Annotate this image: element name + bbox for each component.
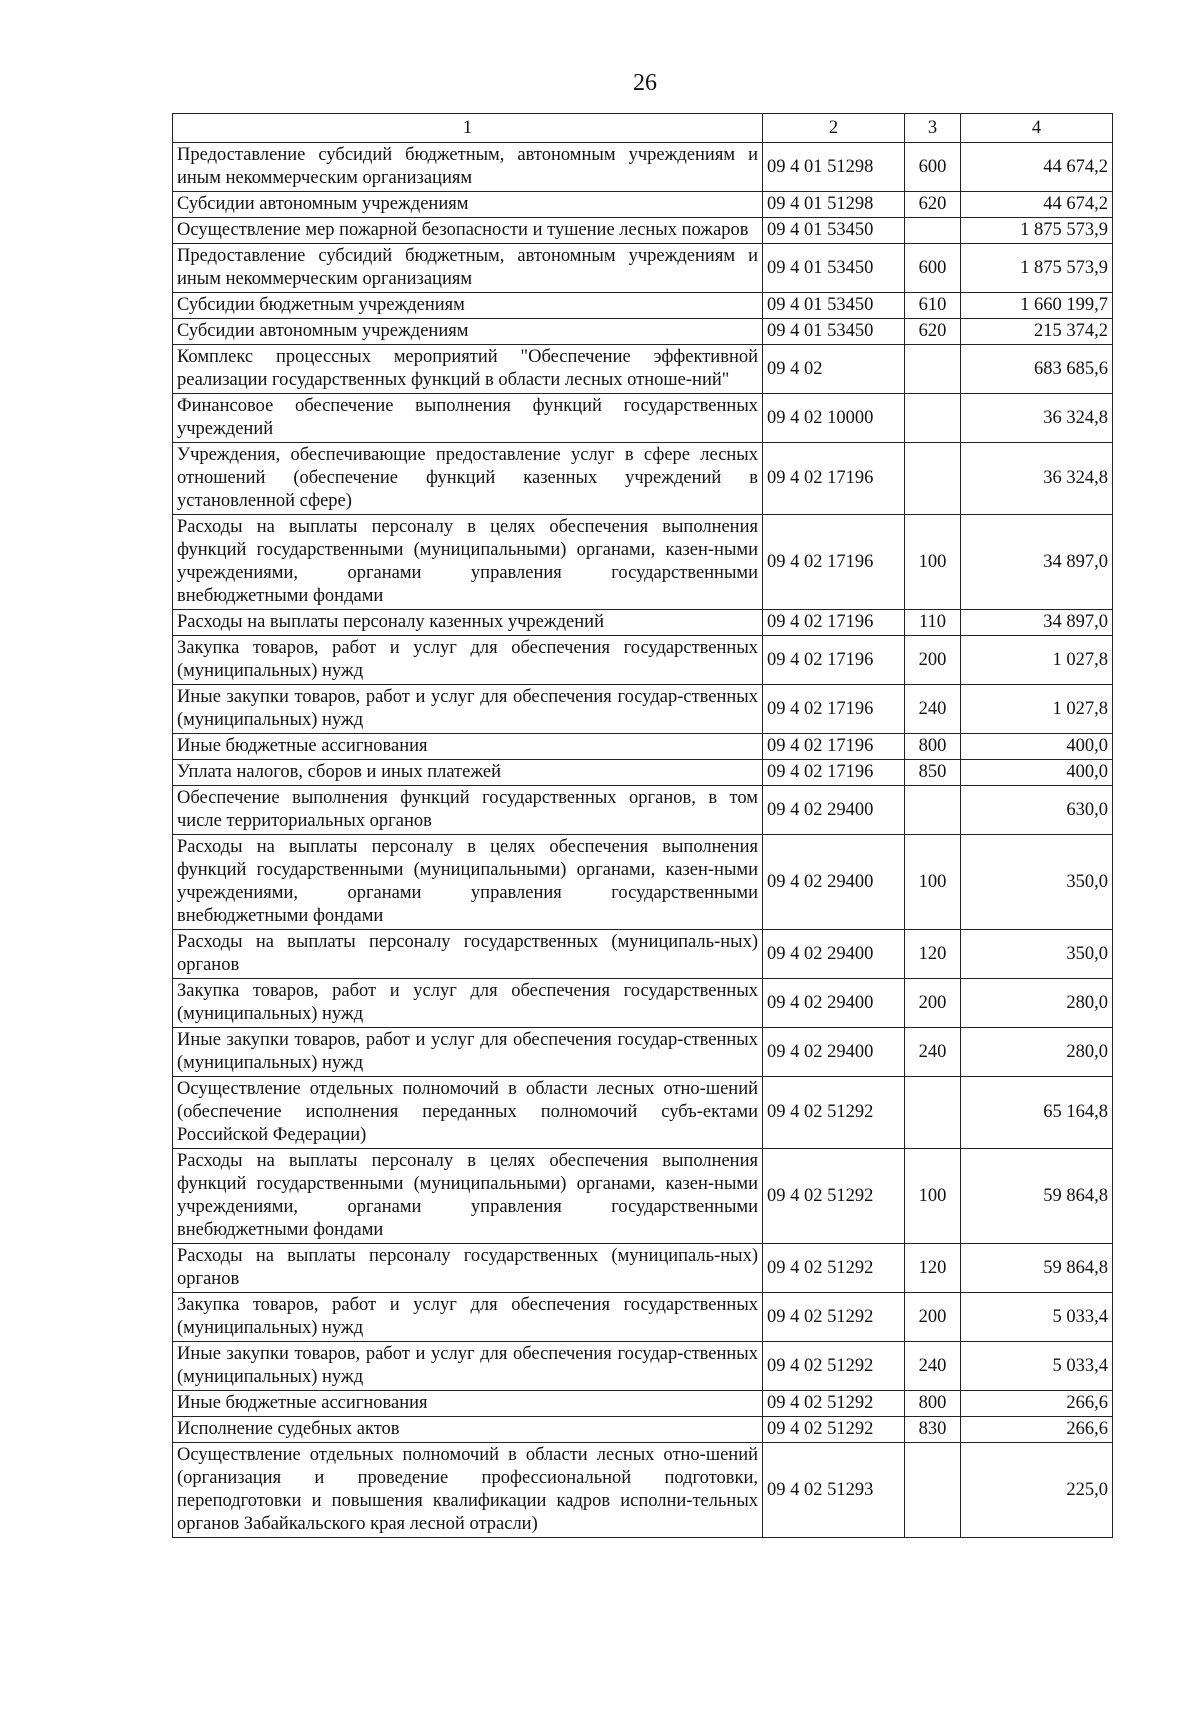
- cell-code: 09 4 02 51292: [763, 1293, 905, 1342]
- cell-type: 600: [905, 143, 961, 192]
- cell-code: 09 4 02 17196: [763, 610, 905, 636]
- table-row: [173, 1077, 1113, 1149]
- cell-type: 610: [905, 293, 961, 319]
- table-row: [173, 1149, 1113, 1244]
- cell-name: Предоставление субсидий бюджетным, автономным учреждениям и иным некоммерческим организациям: [173, 143, 763, 192]
- cell-amount: 350,0: [961, 930, 1113, 979]
- cell-code: 09 4 02 17196: [763, 636, 905, 685]
- table-row: [173, 930, 1113, 979]
- table-row: [173, 786, 1113, 835]
- cell-type: 120: [905, 1244, 961, 1293]
- cell-name: Иные бюджетные ассигнования: [173, 1391, 763, 1417]
- cell-code: 09 4 02 51292: [763, 1244, 905, 1293]
- cell-code: 09 4 01 53450: [763, 244, 905, 293]
- cell-amount: 59 864,8: [961, 1244, 1113, 1293]
- cell-code: 09 4 02 29400: [763, 930, 905, 979]
- cell-amount: 225,0: [961, 1443, 1113, 1538]
- cell-amount: 1 875 573,9: [961, 244, 1113, 293]
- table-row: [173, 835, 1113, 930]
- table-row: [173, 610, 1113, 636]
- table-row: [173, 1342, 1113, 1391]
- table-row: [173, 143, 1113, 192]
- cell-name: Учреждения, обеспечивающие предоставление услуг в сфере лесных отношений (обеспечение функций казенных учреждений в установленной сфере): [173, 443, 763, 515]
- cell-code: 09 4 02 51292: [763, 1077, 905, 1149]
- cell-amount: 44 674,2: [961, 192, 1113, 218]
- cell-amount: 34 897,0: [961, 610, 1113, 636]
- table-row: [173, 734, 1113, 760]
- cell-name: Предоставление субсидий бюджетным, автономным учреждениям и иным некоммерческим организациям: [173, 244, 763, 293]
- table-row: [173, 293, 1113, 319]
- cell-type: 240: [905, 1028, 961, 1077]
- cell-amount: 266,6: [961, 1391, 1113, 1417]
- cell-type: 830: [905, 1417, 961, 1443]
- cell-type: 100: [905, 1149, 961, 1244]
- table-row: [173, 192, 1113, 218]
- cell-name: Расходы на выплаты персоналу в целях обеспечения выполнения функций государственными (муниципальными) органами, казен-ными учреждениями, органами управления государственными внебюджетными фондами: [173, 1149, 763, 1244]
- table-row: [173, 1244, 1113, 1293]
- cell-amount: 34 897,0: [961, 515, 1113, 610]
- cell-amount: 44 674,2: [961, 143, 1113, 192]
- table-row: [173, 244, 1113, 293]
- cell-amount: 350,0: [961, 835, 1113, 930]
- cell-name: Исполнение судебных актов: [173, 1417, 763, 1443]
- table-row: [173, 1391, 1113, 1417]
- table-row: [173, 218, 1113, 244]
- table-row: [173, 760, 1113, 786]
- table-row: [173, 319, 1113, 345]
- cell-name: Осуществление мер пожарной безопасности и тушение лесных пожаров: [173, 218, 763, 244]
- cell-name: Осуществление отдельных полномочий в области лесных отно-шений (организация и проведение профессиональной подготовки, переподготовки и повышения квалификации кадров исполни-тельных органов Забайкальского края лесной отрасли): [173, 1443, 763, 1538]
- cell-code: 09 4 01 53450: [763, 218, 905, 244]
- cell-name: Закупка товаров, работ и услуг для обеспечения государственных (муниципальных) нужд: [173, 979, 763, 1028]
- cell-name: Иные закупки товаров, работ и услуг для обеспечения государ-ственных (муниципальных) нужд: [173, 1342, 763, 1391]
- cell-name: Расходы на выплаты персоналу в целях обеспечения выполнения функций государственными (муниципальными) органами, казен-ными учреждениями, органами управления государственными внебюджетными фондами: [173, 835, 763, 930]
- cell-amount: 1 027,8: [961, 636, 1113, 685]
- cell-name: Осуществление отдельных полномочий в области лесных отно-шений (обеспечение исполнения переданных полномочий субъ-ектами Российской Федерации): [173, 1077, 763, 1149]
- cell-code: 09 4 01 51298: [763, 192, 905, 218]
- header-cell-type: 3: [905, 114, 961, 143]
- cell-type: 200: [905, 1293, 961, 1342]
- cell-type: [905, 1443, 961, 1538]
- page-number: 26: [633, 70, 657, 96]
- cell-amount: 36 324,8: [961, 443, 1113, 515]
- cell-amount: 683 685,6: [961, 345, 1113, 394]
- cell-name: Обеспечение выполнения функций государственных органов, в том числе территориальных органов: [173, 786, 763, 835]
- cell-code: 09 4 02 29400: [763, 1028, 905, 1077]
- cell-name: Иные бюджетные ассигнования: [173, 734, 763, 760]
- cell-amount: 1 660 199,7: [961, 293, 1113, 319]
- header-cell-code: 2: [763, 114, 905, 143]
- table-row: [173, 1417, 1113, 1443]
- cell-amount: 5 033,4: [961, 1293, 1113, 1342]
- cell-code: 09 4 02 17196: [763, 443, 905, 515]
- cell-type: 240: [905, 1342, 961, 1391]
- cell-type: 100: [905, 515, 961, 610]
- cell-amount: 59 864,8: [961, 1149, 1113, 1244]
- cell-code: 09 4 01 51298: [763, 143, 905, 192]
- table-row: [173, 636, 1113, 685]
- cell-amount: 280,0: [961, 979, 1113, 1028]
- table-row: [173, 1028, 1113, 1077]
- budget-table: [172, 113, 1113, 1538]
- table-row: [173, 685, 1113, 734]
- cell-type: 120: [905, 930, 961, 979]
- cell-code: 09 4 02 17196: [763, 760, 905, 786]
- cell-amount: 215 374,2: [961, 319, 1113, 345]
- cell-type: 110: [905, 610, 961, 636]
- table-row: [173, 979, 1113, 1028]
- cell-amount: 280,0: [961, 1028, 1113, 1077]
- cell-code: 09 4 01 53450: [763, 293, 905, 319]
- cell-type: [905, 345, 961, 394]
- cell-amount: 400,0: [961, 734, 1113, 760]
- cell-name: Расходы на выплаты персоналу государственных (муниципаль-ных) органов: [173, 1244, 763, 1293]
- cell-type: [905, 1077, 961, 1149]
- cell-name: Расходы на выплаты персоналу в целях обеспечения выполнения функций государственными (муниципальными) органами, казен-ными учреждениями, органами управления государственными внебюджетными фондами: [173, 515, 763, 610]
- cell-type: [905, 786, 961, 835]
- cell-type: 800: [905, 1391, 961, 1417]
- cell-amount: 65 164,8: [961, 1077, 1113, 1149]
- cell-code: 09 4 02 17196: [763, 515, 905, 610]
- table-row: [173, 515, 1113, 610]
- cell-type: 240: [905, 685, 961, 734]
- cell-code: 09 4 02 51292: [763, 1391, 905, 1417]
- table-row: [173, 345, 1113, 394]
- cell-code: 09 4 02 51293: [763, 1443, 905, 1538]
- table-row: [173, 394, 1113, 443]
- cell-name: Уплата налогов, сборов и иных платежей: [173, 760, 763, 786]
- cell-amount: 1 027,8: [961, 685, 1113, 734]
- cell-code: 09 4 02 51292: [763, 1417, 905, 1443]
- cell-name: Закупка товаров, работ и услуг для обеспечения государственных (муниципальных) нужд: [173, 636, 763, 685]
- cell-amount: 630,0: [961, 786, 1113, 835]
- cell-name: Расходы на выплаты персоналу государственных (муниципаль-ных) органов: [173, 930, 763, 979]
- cell-name: Субсидии бюджетным учреждениям: [173, 293, 763, 319]
- cell-amount: 1 875 573,9: [961, 218, 1113, 244]
- cell-name: Финансовое обеспечение выполнения функций государственных учреждений: [173, 394, 763, 443]
- cell-code: 09 4 02 29400: [763, 835, 905, 930]
- cell-code: 09 4 02 17196: [763, 734, 905, 760]
- cell-code: 09 4 02: [763, 345, 905, 394]
- cell-name: Субсидии автономным учреждениям: [173, 192, 763, 218]
- cell-type: 200: [905, 636, 961, 685]
- cell-name: Иные закупки товаров, работ и услуг для обеспечения государ-ственных (муниципальных) нужд: [173, 685, 763, 734]
- cell-name: Расходы на выплаты персоналу казенных учреждений: [173, 610, 763, 636]
- cell-code: 09 4 02 29400: [763, 979, 905, 1028]
- cell-name: Иные закупки товаров, работ и услуг для обеспечения государ-ственных (муниципальных) нужд: [173, 1028, 763, 1077]
- cell-amount: 5 033,4: [961, 1342, 1113, 1391]
- cell-name: Субсидии автономным учреждениям: [173, 319, 763, 345]
- cell-name: Закупка товаров, работ и услуг для обеспечения государственных (муниципальных) нужд: [173, 1293, 763, 1342]
- cell-type: [905, 394, 961, 443]
- table-row: [173, 1293, 1113, 1342]
- cell-code: 09 4 02 29400: [763, 786, 905, 835]
- header-cell-amount: 4: [961, 114, 1113, 143]
- cell-type: [905, 443, 961, 515]
- cell-name: Комплекс процессных мероприятий "Обеспечение эффективной реализации государственных функций в области лесных отноше-ний": [173, 345, 763, 394]
- cell-type: 620: [905, 319, 961, 345]
- cell-amount: 266,6: [961, 1417, 1113, 1443]
- cell-amount: 36 324,8: [961, 394, 1113, 443]
- table-header-row: [173, 114, 1113, 143]
- header-cell-name: 1: [173, 114, 763, 143]
- cell-code: 09 4 02 51292: [763, 1342, 905, 1391]
- cell-amount: 400,0: [961, 760, 1113, 786]
- cell-code: 09 4 02 17196: [763, 685, 905, 734]
- table-row: [173, 443, 1113, 515]
- cell-code: 09 4 02 51292: [763, 1149, 905, 1244]
- cell-type: 620: [905, 192, 961, 218]
- cell-type: 600: [905, 244, 961, 293]
- cell-type: 200: [905, 979, 961, 1028]
- cell-type: 850: [905, 760, 961, 786]
- cell-type: 100: [905, 835, 961, 930]
- cell-code: 09 4 02 10000: [763, 394, 905, 443]
- cell-type: 800: [905, 734, 961, 760]
- cell-code: 09 4 01 53450: [763, 319, 905, 345]
- cell-type: [905, 218, 961, 244]
- table-row: [173, 1443, 1113, 1538]
